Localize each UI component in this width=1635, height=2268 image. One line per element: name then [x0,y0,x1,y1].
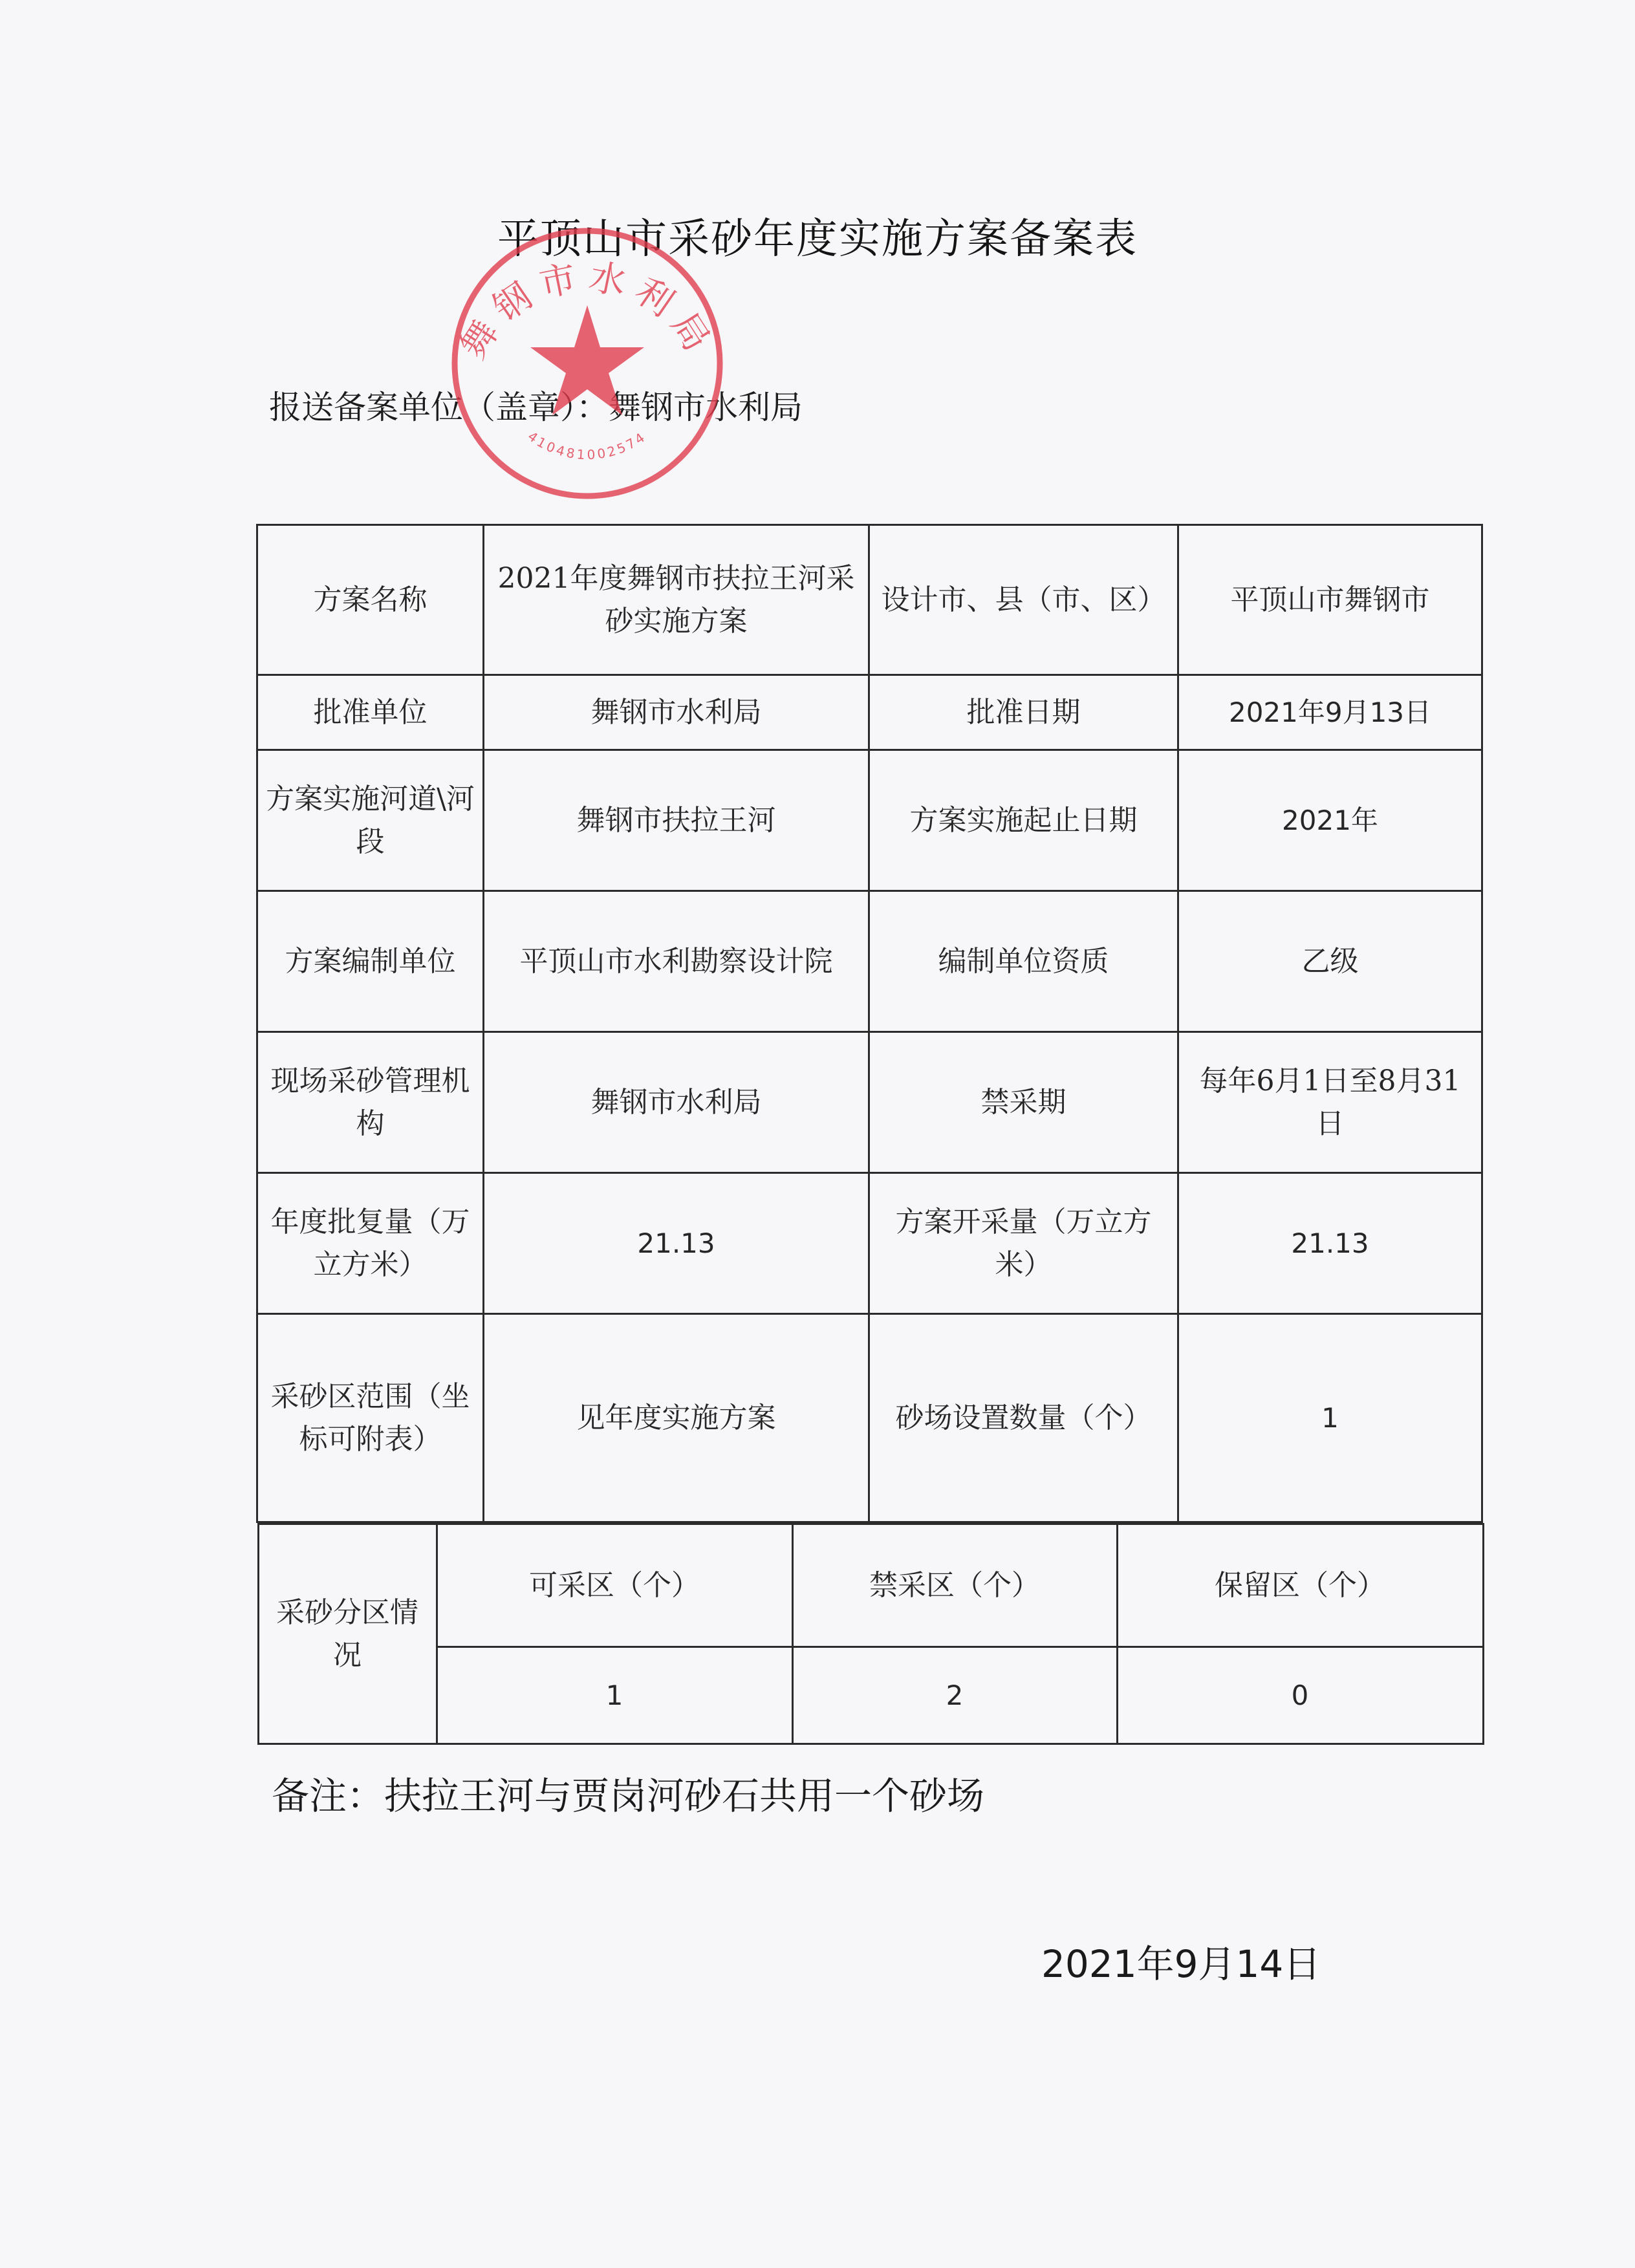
design-region-value: 平顶山市舞钢市 [1178,525,1482,675]
seal-text: 舞钢市水利局 [451,255,723,367]
compiling-unit-label: 方案编制单位 [257,891,484,1032]
sand-yard-count-label: 砂场设置数量（个） [869,1314,1178,1522]
signing-date: 2021年9月14日 [1041,1942,1321,1986]
approval-date-label: 批准日期 [869,675,1178,750]
minable-zone-count: 1 [437,1647,792,1744]
seal-number: 410481002574 [525,428,650,463]
table-row [257,525,1482,675]
plan-name-value: 2021年度舞钢市扶拉王河采砂实施方案 [484,525,869,675]
approval-date-value: 2021年9月13日 [1178,675,1482,750]
document-title: 平顶山市采砂年度实施方案备案表 [497,215,1138,263]
prohibited-zone-header: 禁采区（个） [792,1524,1117,1647]
management-agency-label: 现场采砂管理机构 [257,1032,484,1173]
filing-record-table [256,524,1483,1745]
table-row [258,1647,1483,1744]
reserved-zone-header: 保留区（个） [1117,1524,1483,1647]
plan-name-label: 方案名称 [257,525,484,675]
table-row [257,1173,1482,1314]
compiling-unit-value: 平顶山市水利勘察设计院 [484,891,869,1032]
seal-star-icon [530,305,644,415]
zone-subtable [257,1523,1484,1745]
zone-subtable-cell [257,1522,1482,1745]
zone-situation-label: 采砂分区情况 [258,1524,437,1744]
prohibited-zone-count: 2 [792,1647,1117,1744]
design-region-label: 设计市、县（市、区） [869,525,1178,675]
table-row [257,675,1482,750]
mining-area-range-value: 见年度实施方案 [484,1314,869,1522]
table-row [257,1314,1482,1522]
minable-zone-header: 可采区（个） [437,1524,792,1647]
table-row [258,1524,1483,1647]
approval-unit-label: 批准单位 [257,675,484,750]
reserved-zone-count: 0 [1117,1647,1483,1744]
remark-note: 备注：扶拉王河与贾岗河砂石共用一个砂场 [272,1774,985,1818]
management-agency-value: 舞钢市水利局 [484,1032,869,1173]
implementation-period-label: 方案实施起止日期 [869,750,1178,891]
svg-text:410481002574 [525,428,649,462]
table-row [257,891,1482,1032]
table-row [257,1032,1482,1173]
table-row [257,750,1482,891]
planned-extraction-volume-value: 21.13 [1178,1173,1482,1314]
closed-season-value: 每年6月1日至8月31日 [1178,1032,1482,1173]
river-section-label: 方案实施河道\河段 [257,750,484,891]
mining-area-range-label: 采砂区范围（坐标可附表） [257,1314,484,1522]
table-row [257,1522,1482,1745]
river-section-value: 舞钢市扶拉王河 [484,750,869,891]
sand-yard-count-value: 1 [1178,1314,1482,1522]
qualification-label: 编制单位资质 [869,891,1178,1032]
approval-unit-value: 舞钢市水利局 [484,675,869,750]
submitting-unit-line: 报送备案单位（盖章）：舞钢市水利局 [269,389,803,426]
official-seal-stamp [419,215,755,512]
planned-extraction-volume-label: 方案开采量（万立方米） [869,1173,1178,1314]
closed-season-label: 禁采期 [869,1032,1178,1173]
implementation-period-value: 2021年 [1178,750,1482,891]
annual-approved-volume-value: 21.13 [484,1173,869,1314]
annual-approved-volume-label: 年度批复量（万立方米） [257,1173,484,1314]
qualification-value: 乙级 [1178,891,1482,1032]
